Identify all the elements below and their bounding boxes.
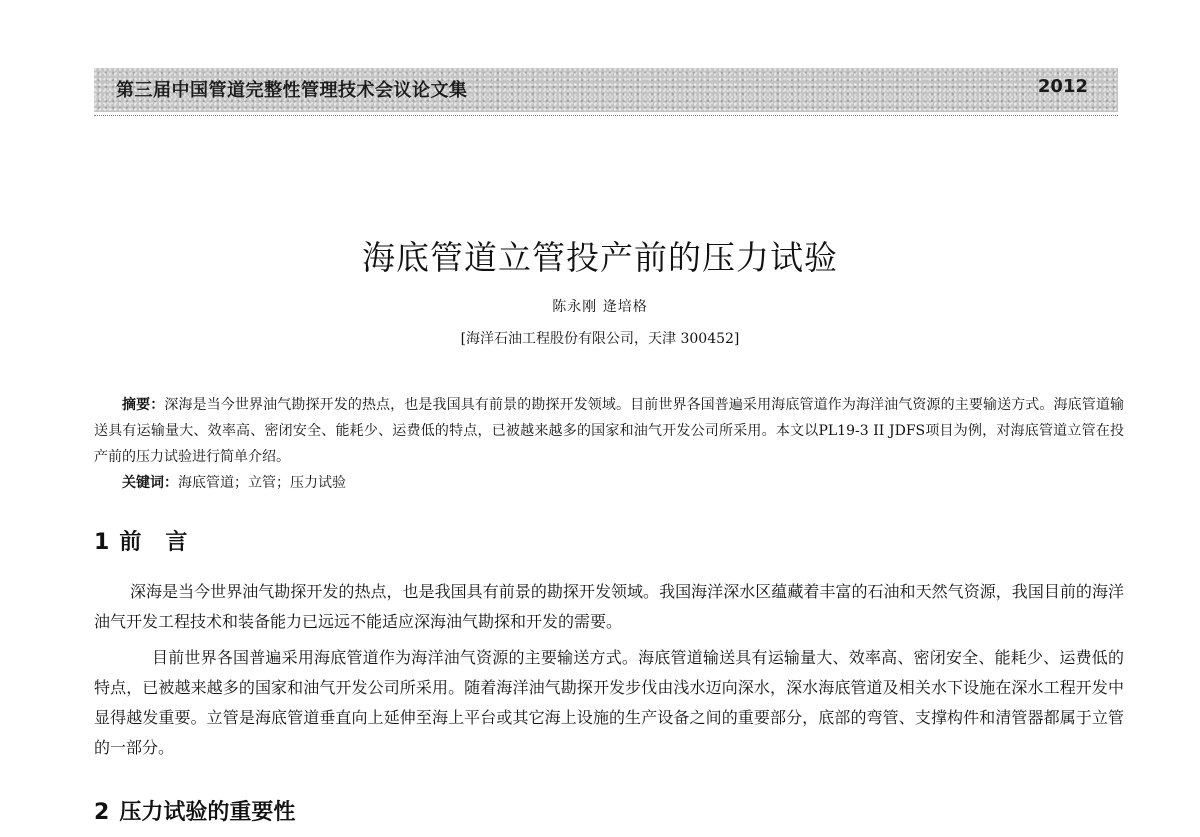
- section-number: 2: [94, 800, 110, 825]
- paper-title: 海底管道立管投产前的压力试验: [362, 238, 838, 277]
- section-number: 1: [94, 530, 110, 555]
- proceedings-title: 第三届中国管道完整性管理技术会议论文集: [116, 80, 468, 101]
- abstract: [94, 392, 1124, 470]
- header-divider: [94, 115, 1118, 116]
- keywords: [122, 470, 346, 496]
- affiliation: [海洋石油工程股份有限公司，天津 300452]: [460, 331, 740, 347]
- abstract-text: 深海是当今世界油气勘探开发的热点，也是我国具有前景的勘探开发领域。目前世界各国普遍采用海底管道作为海洋油气资源的主要输送方式。海底管道输送具有运输量大、效率高、密闭安全、能耗少、运费低的特点，已被越来越多的国家和油气开发公司所采用。本文以PL19-3 II JDFS项目为例，对海底管道立管在投产前的压力试验进行简单介绍。: [94, 397, 1124, 465]
- keywords-text: 海底管道；立管；压力试验: [178, 475, 346, 491]
- section-heading-introduction: [94, 525, 211, 556]
- authors: 陈永刚 逄培格: [552, 299, 648, 315]
- paragraph: 深海是当今世界油气勘探开发的热点，也是我国具有前景的勘探开发领域。我国海洋深水区蕴藏着丰富的石油和天然气资源，我国目前的海洋油气开发工程技术和装备能力已远远不能适应深海油气勘探和开发的需要。: [94, 582, 1124, 631]
- abstract-label: 摘要：: [122, 397, 165, 413]
- section-title: 压力试验的重要性: [119, 800, 296, 825]
- keywords-label: 关键词：: [122, 475, 178, 491]
- running-header: [94, 68, 1118, 112]
- section-heading-importance: [94, 795, 295, 826]
- section-title: 前言: [119, 530, 212, 555]
- proceedings-year: 2012: [1037, 76, 1088, 97]
- paragraph: 目前世界各国普遍采用海底管道作为海洋油气资源的主要输送方式。海底管道输送具有运输量大、效率高、密闭安全、能耗少、运费低的特点，已被越来越多的国家和油气开发公司所采用。随着海洋油气勘探开发步伐由浅水迈向深水，深水海底管道及相关水下设施在深水工程开发中显得越发重要。立管是海底管道垂直向上延伸至海上平台或其它海上设施的生产设备之间的重要部分，底部的弯管、支撑构件和清管器都属于立管的一部分。: [94, 648, 1124, 757]
